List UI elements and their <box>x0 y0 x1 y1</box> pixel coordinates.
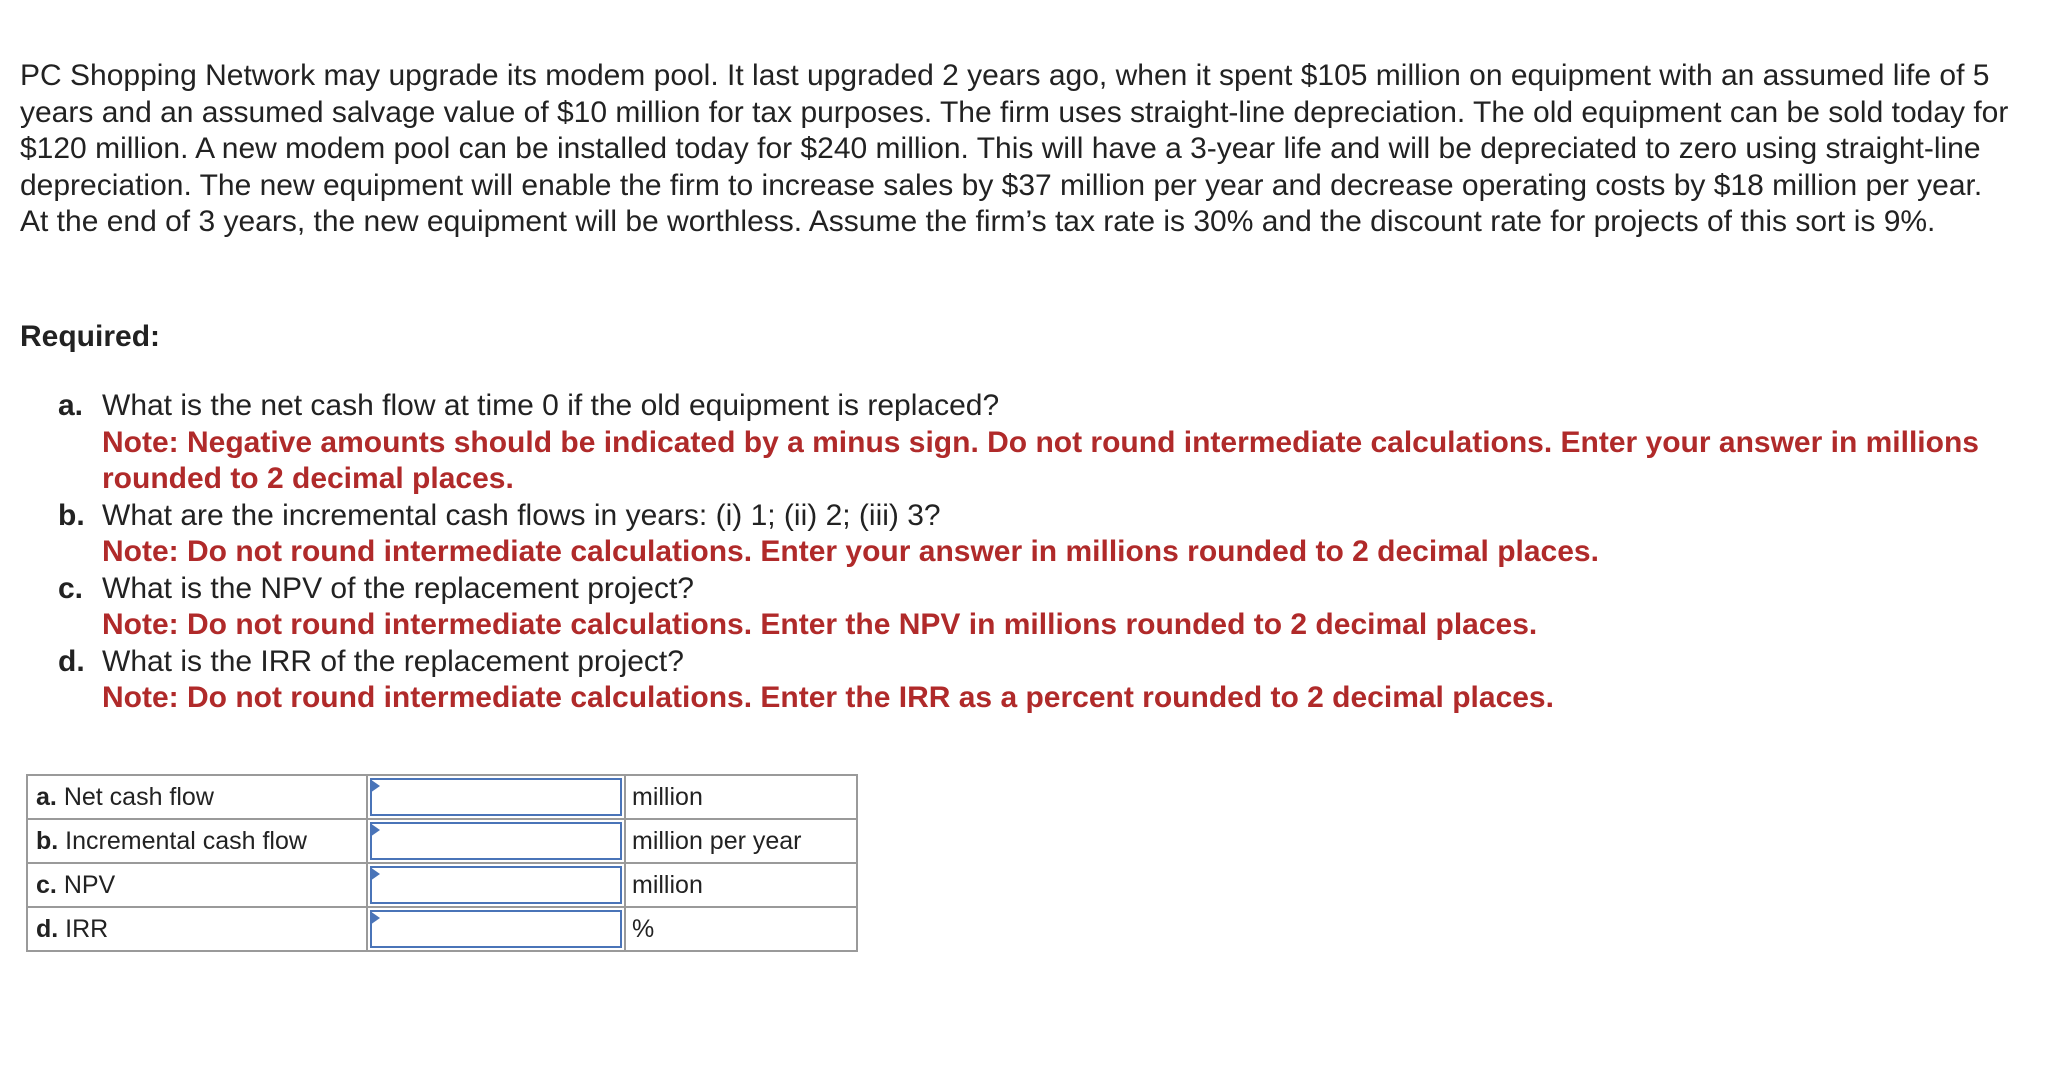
flag-icon <box>370 911 380 925</box>
flag-icon <box>370 867 380 881</box>
question-letter: a. <box>58 389 84 422</box>
flag-icon <box>370 823 380 837</box>
answer-input-cell <box>367 907 625 951</box>
answer-row-irr <box>27 907 857 951</box>
answer-input-cell <box>367 863 625 907</box>
net-cash-flow-input[interactable] <box>370 778 622 816</box>
answer-label-letter: b. <box>36 826 59 855</box>
question-c <box>58 571 2018 644</box>
question-text: What is the net cash flow at time 0 if the old equipment is replaced? <box>102 389 1000 422</box>
question-letter: d. <box>58 644 85 678</box>
answer-unit: million <box>625 863 857 907</box>
answer-input-cell <box>367 819 625 863</box>
question-letter: b. <box>58 498 85 532</box>
question-a <box>58 388 2018 498</box>
irr-input[interactable] <box>370 910 622 948</box>
npv-input[interactable] <box>370 866 622 904</box>
answer-unit: million per year <box>625 819 857 863</box>
flag-icon <box>370 779 380 793</box>
answer-label-letter: c. <box>36 870 57 899</box>
answer-label-text: NPV <box>63 870 116 899</box>
answer-input-cell <box>367 775 625 819</box>
answer-row-net-cash-flow <box>27 775 857 819</box>
question-list <box>58 388 2018 717</box>
answer-label <box>27 907 367 951</box>
question-text: What is the IRR of the replacement project? <box>102 644 684 678</box>
answer-label <box>27 819 367 863</box>
answer-label-letter: d. <box>36 914 59 943</box>
answer-label-letter: a. <box>36 782 57 811</box>
answer-row-incremental-cash-flow <box>27 819 857 863</box>
question-letter: c. <box>58 571 84 605</box>
question-text: What are the incremental cash flows in years: (i) 1; (ii) 2; (iii) 3? <box>102 498 941 532</box>
problem-statement: PC Shopping Network may upgrade its modem pool. It last upgraded 2 years ago, when it spent $105 million on equipment with an assumed life of 5 years and an assumed salvage value of $10 million for tax purposes. The firm uses straight-line depreciation. The old equipment can be sold today for $120 million. A new modem pool can be installed today for $240 million. This will have a 3-year life and will be depreciated to zero using straight-line depreciation. The new equipment will enable the firm to increase sales by $37 million per year and decrease operating costs by $18 million per year. At the end of 3 years, the new equipment will be worthless. Assume the firm’s tax rate is 30% and the discount rate for projects of this sort is 9%. <box>20 59 2009 238</box>
answer-table <box>26 774 858 952</box>
question-note: Note: Do not round intermediate calculations. Enter the NPV in millions rounded to 2 decimal places. <box>102 608 1538 641</box>
answer-label-text: Incremental cash flow <box>65 826 307 855</box>
question-d <box>58 644 2018 717</box>
answer-unit: % <box>625 907 857 951</box>
answer-unit: million <box>625 775 857 819</box>
required-heading: Required: <box>20 320 161 353</box>
question-note: Note: Do not round intermediate calculations. Enter your answer in millions rounded to 2 decimal places. <box>102 535 1599 568</box>
answer-label <box>27 863 367 907</box>
answer-label-text: IRR <box>65 914 109 943</box>
answer-label-text: Net cash flow <box>63 782 214 811</box>
question-b <box>58 498 2018 571</box>
incremental-cash-flow-input[interactable] <box>370 822 622 860</box>
question-text: What is the NPV of the replacement project? <box>102 571 694 605</box>
question-note: Note: Negative amounts should be indicated by a minus sign. Do not round intermediate calculations. Enter your answer in millions rounded to 2 decimal places. <box>102 425 1979 495</box>
answer-label <box>27 775 367 819</box>
answer-row-npv <box>27 863 857 907</box>
question-note: Note: Do not round intermediate calculations. Enter the IRR as a percent rounded to 2 decimal places. <box>102 681 1554 714</box>
